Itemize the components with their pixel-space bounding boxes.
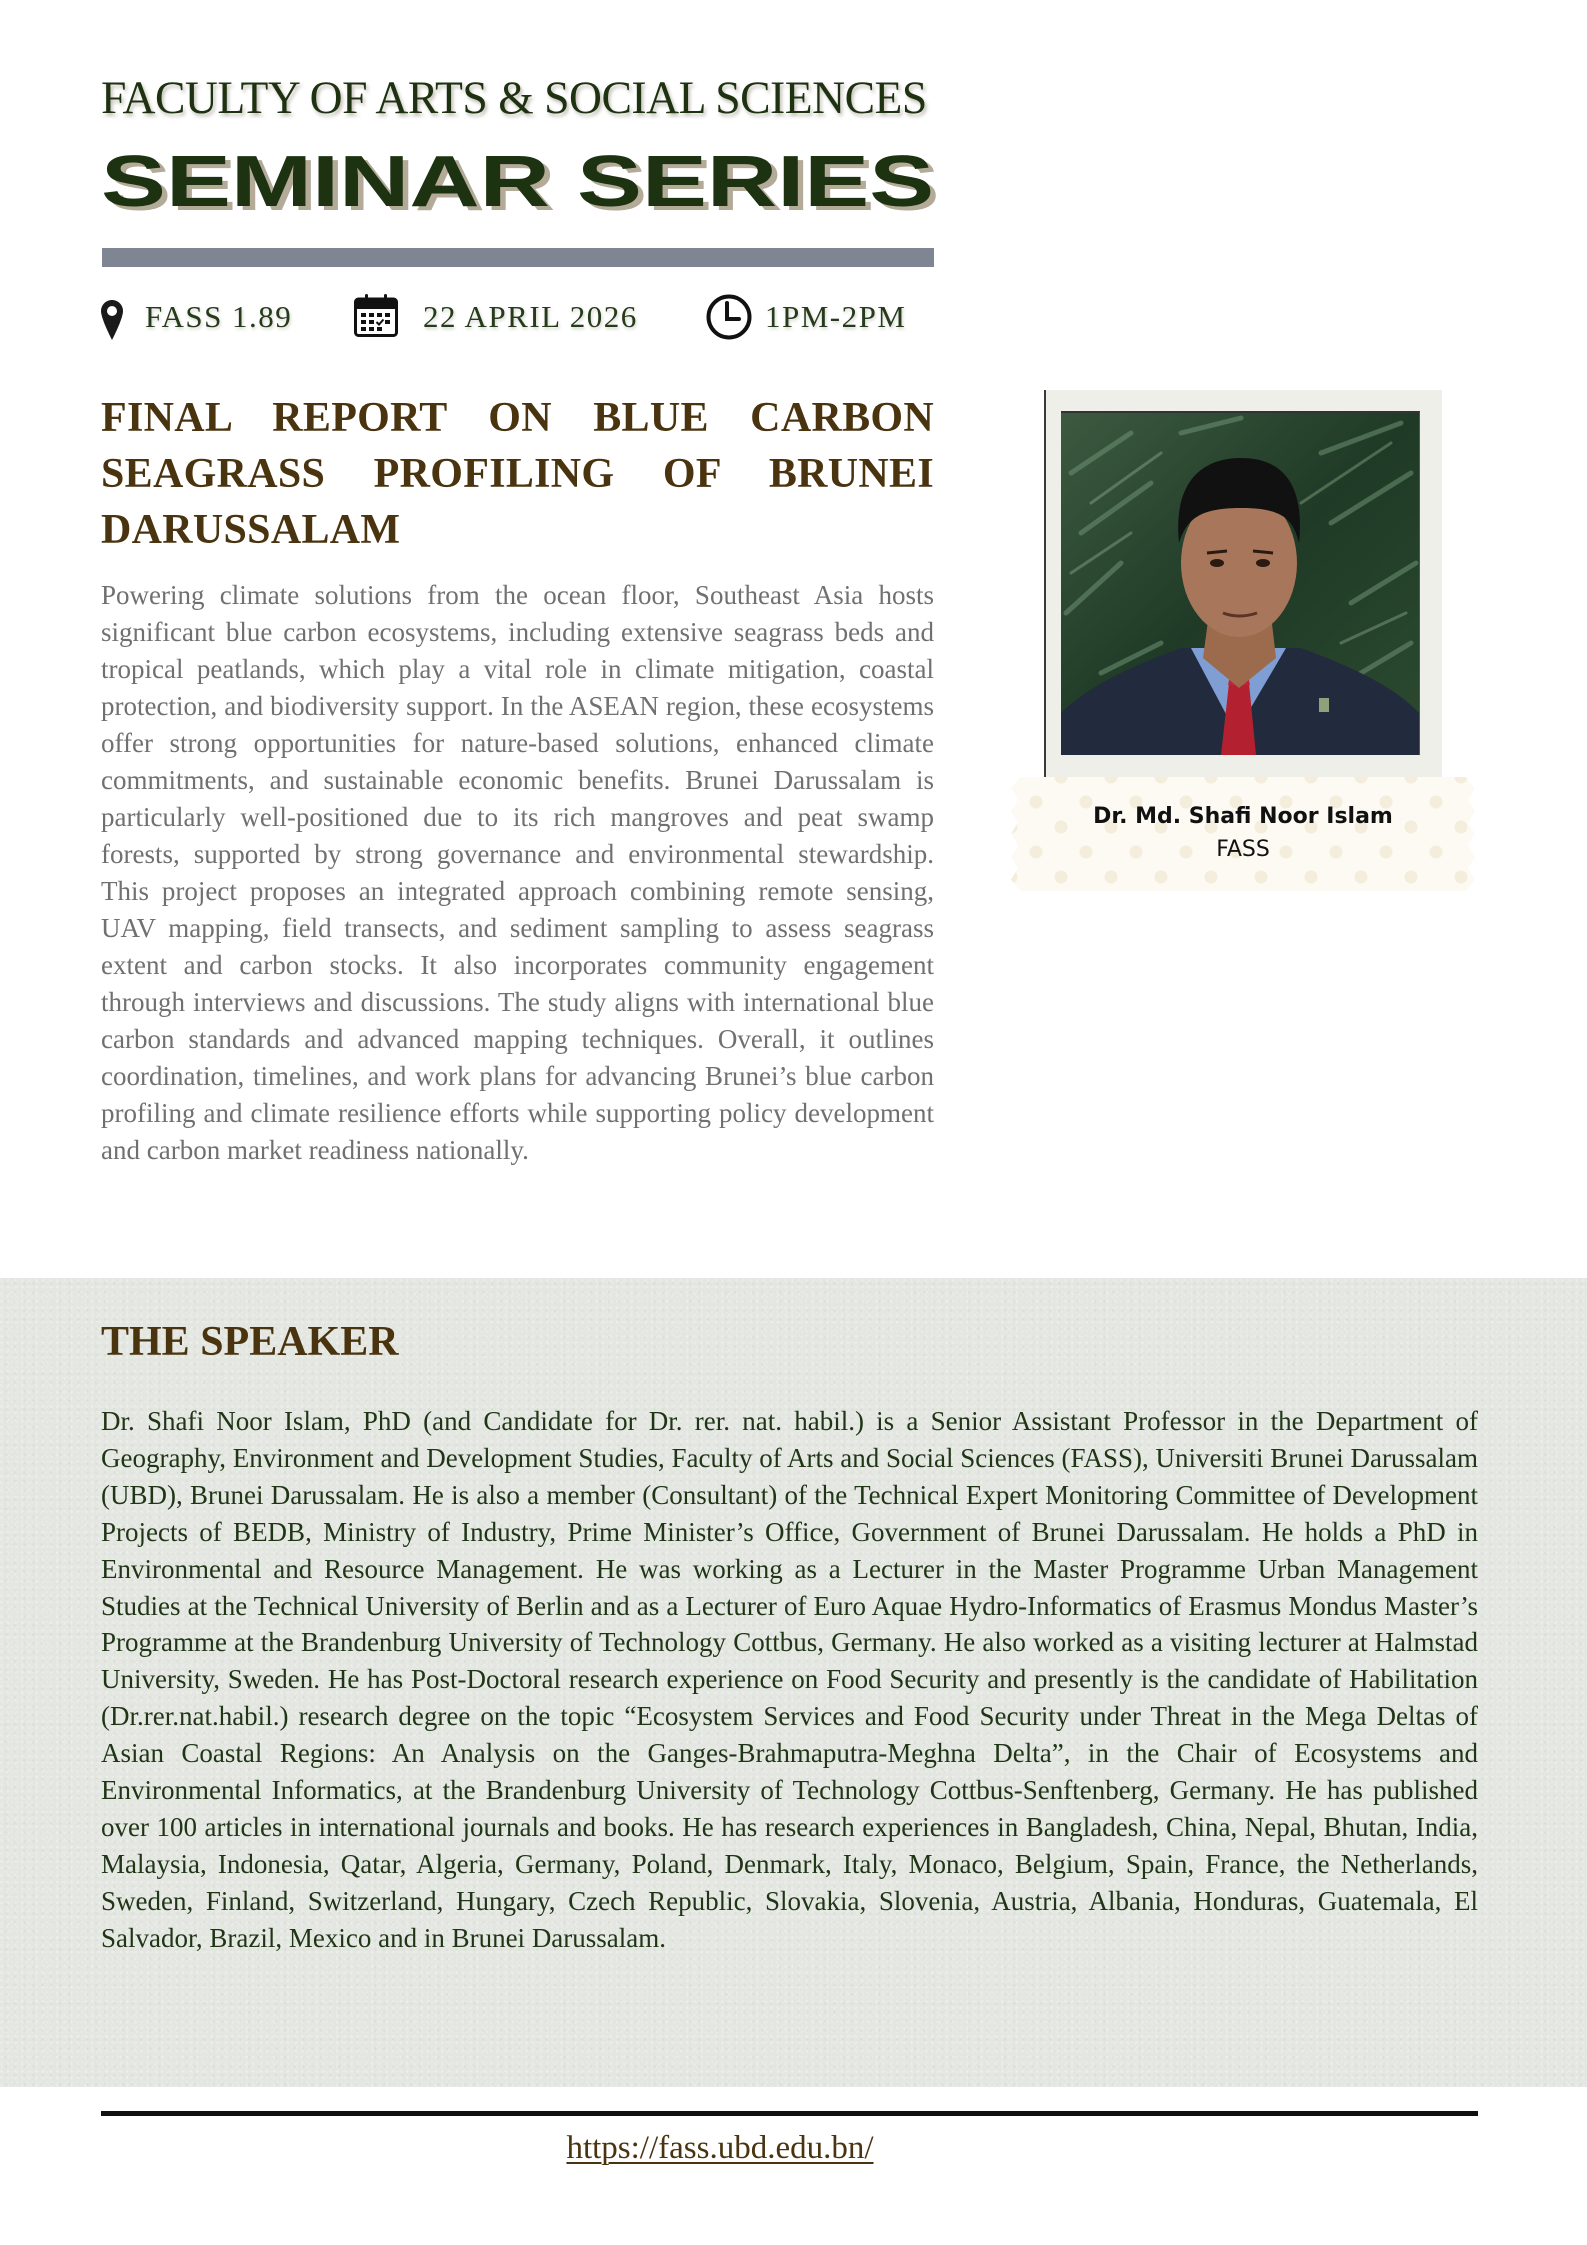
speaker-heading: THE SPEAKER	[101, 1319, 399, 1365]
name-tape	[1011, 777, 1475, 891]
speaker-photo	[1061, 411, 1420, 755]
location-icon	[101, 300, 123, 340]
talk-title: FINAL REPORT ON BLUE CARBON SEAGRASS PROFILING OF BRUNEI DARUSSALAM	[101, 395, 934, 553]
header-divider-bar	[102, 248, 934, 267]
website-link[interactable]: https://fass.ubd.edu.bn/	[566, 2130, 874, 2166]
speaker-card-affiliation: FASS	[1216, 837, 1270, 862]
speaker-card-name: Dr. Md. Shafi Noor Islam	[1093, 804, 1393, 829]
event-date: 22 APRIL 2026	[423, 299, 638, 334]
speaker-bio: Dr. Shafi Noor Islam, PhD (and Candidate for Dr. rer. nat. habil.) is a Senior Assistant Professor in the Department of Geography, Environment and Development Studies, Faculty of Arts and Social Sciences (FASS), Universiti Brunei Darussalam (UBD), Brunei Darussalam. He is also a member (Consultant) of the Technical Expert Monitoring Committee of Development Projects of BEDB, Ministry of Industry, Prime Minister’s Office, Government of Brunei Darussalam. He holds a PhD in Environmental and Resource Management. He was working as a Lecturer in the Master Programme Urban Management Studies at the Technical University of Berlin and as a Lecturer of Euro Aquae Hydro-Informatics of Erasmus Mondus Master’s Programme at the Brandenburg University of Technology Cottbus, Germany. He also worked as a visiting lecturer at Halmstad University, Sweden. He has Post-Doctoral research experience on Food Security and presently is the candidate of Habilitation (Dr.rer.nat.habil.) research degree on the topic “Ecosystem Services and Food Security under Threat in the Mega Deltas of Asian Coastal Regions: An Analysis on the Ganges-Brahmaputra-Meghna Delta”, in the Chair of Ecosystems and Environmental Informatics, at the Brandenburg University of Technology Cottbus-Senftenberg, Germany. He has published over 100 articles in international journals and books. He has research experiences in Bangladesh, China, Nepal, Bhutan, India, Malaysia, Indonesia, Qatar, Algeria, Germany, Poland, Denmark, Italy, Monaco, Belgium, Spain, France, the Netherlands, Sweden, Finland, Switzerland, Hungary, Czech Republic, Slovakia, Slovenia, Austria, Albania, Honduras, Guatemala, El Salvador, Brazil, Mexico and in Brunei Darussalam.	[101, 1406, 1478, 1953]
footer-rule	[101, 2111, 1478, 2116]
footer	[0, 2126, 1440, 2170]
calendar-icon	[354, 294, 398, 337]
event-location: FASS 1.89	[145, 299, 293, 334]
faculty-name: FACULTY OF ARTS & SOCIAL SCIENCES	[101, 72, 927, 124]
clock-icon	[706, 294, 752, 340]
series-title: SEMINAR SERIES	[101, 142, 935, 222]
talk-abstract: Powering climate solutions from the ocean floor, Southeast Asia hosts significant blue carbon ecosystems, including extensive seagrass beds and tropical peatlands, which play a vital role in climate mitigation, coastal protection, and biodiversity support. In the ASEAN region, these ecosystems offer strong opportunities for nature-based solutions, enhanced climate commitments, and sustainable economic benefits. Brunei Darussalam is particularly well-positioned due to its rich mangroves and peat swamp forests, supported by strong governance and environmental stewardship. This project proposes an integrated approach combining remote sensing, UAV mapping, field transects, and sediment sampling to assess seagrass extent and carbon stocks. It also incorporates community engagement through interviews and discussions. The study aligns with international blue carbon standards and advanced mapping techniques. Overall, it outlines coordination, timelines, and work plans for advancing Brunei’s blue carbon profiling and climate resilience efforts while supporting policy development and carbon market readiness nationally.	[101, 580, 934, 1165]
event-time: 1PM-2PM	[765, 299, 907, 334]
